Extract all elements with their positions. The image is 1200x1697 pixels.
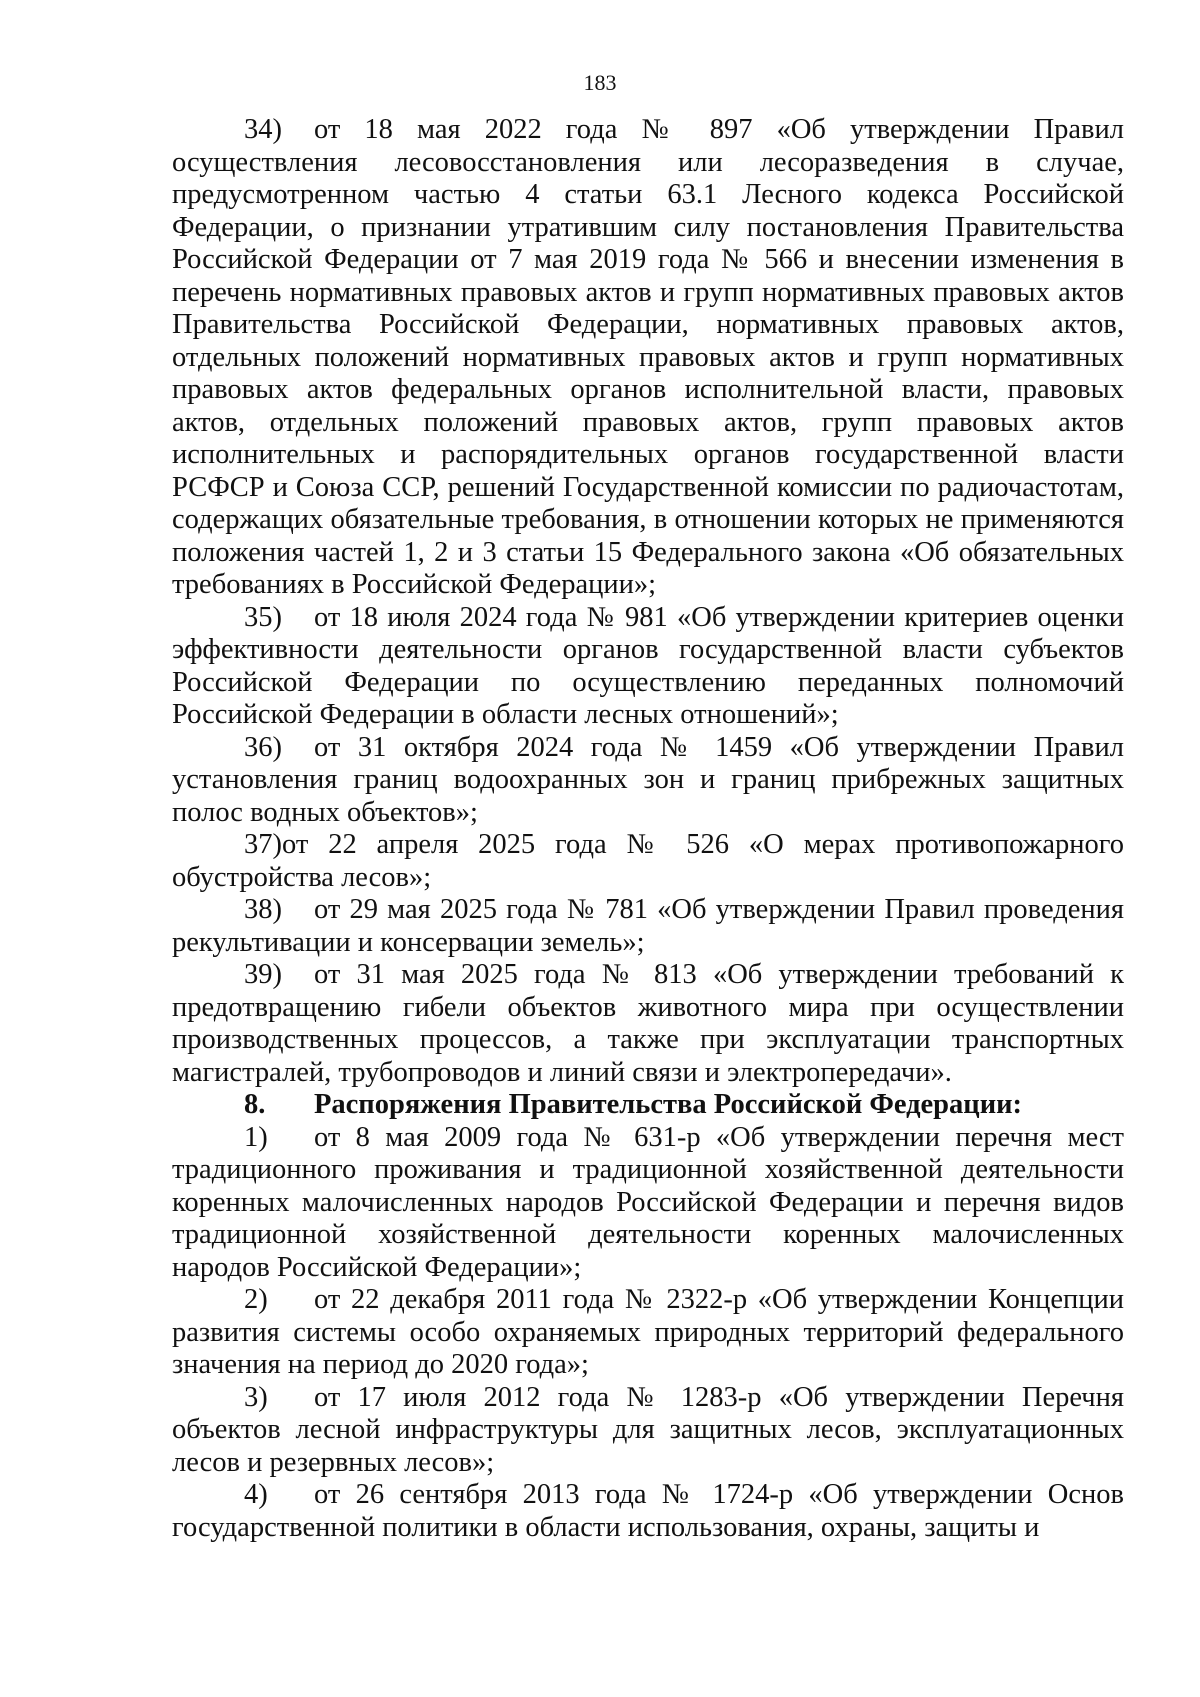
item-number: 3) xyxy=(244,1381,268,1413)
list-item xyxy=(172,959,1124,1089)
item-number: 34) xyxy=(244,114,282,145)
item-text: от 17 июля 2012 года № 1283-р «Об утверждении Перечня объектов лесной инфраструктуры для защитных лесов, эксплуатационных лесов и резервных лесов»; xyxy=(172,1381,1124,1478)
item-text: от 31 октября 2024 года № 1459 «Об утверждении Правил установления границ водоохранных зон и границ прибрежных защитных полос водных объектов»; xyxy=(172,731,1124,828)
document-body xyxy=(172,114,1124,1544)
item-text: от 22 декабря 2011 года № 2322-р «Об утверждении Концепции развития системы особо охраняемых природных территорий федерального значения на период до 2020 года»; xyxy=(172,1284,1124,1380)
item-text: от 31 мая 2025 года № 813 «Об утверждении требований к предотвращению гибели объектов животного мира при осуществлении производственных процессов, а также при эксплуатации транспортных магистралей, трубопроводов и линий связи и электропередачи». xyxy=(172,959,1124,1088)
section-number: 8. xyxy=(244,1089,266,1120)
list-item xyxy=(172,1284,1124,1382)
item-number: 39) xyxy=(244,959,282,990)
item-text: от 26 сентября 2013 года № 1724-р «Об утверждении Основ государственной политики в области использования, охраны, защиты и xyxy=(172,1479,1124,1543)
item-number: 35) xyxy=(244,601,282,633)
list-item xyxy=(172,1479,1124,1544)
item-text: от 29 мая 2025 года № 781 «Об утверждении Правил проведения рекультивации и консервации земель»; xyxy=(172,894,1124,958)
list-item xyxy=(172,1382,1124,1480)
item-number: 2) xyxy=(244,1284,268,1315)
item-text: от 8 мая 2009 года № 631-р «Об утверждении перечня мест традиционного проживания и традиционной хозяйственной деятельности коренных малочисленных народов Российской Федерации и перечня видов традиционной хозяйственной деятельности коренных малочисленных народов Российской Федерации»; xyxy=(172,1121,1124,1283)
item-text: от 18 мая 2022 года № 897 «Об утверждении Правил осуществления лесовосстановления или лесоразведения в случае, предусмотренном частью 4 статьи 63.1 Лесного кодекса Российской Федерации, о признании утратившим силу постановления Правительства Российской Федерации от 7 мая 2019 года № 566 и внесении изменения в перечень нормативных правовых актов и групп нормативных правовых актов Правительства Российской Федерации, нормативных правовых актов, отдельных положений нормативных правовых актов и групп нормативных правовых актов федеральных органов исполнительной власти, правовых актов, отдельных положений правовых актов, групп правовых актов исполнительных и распорядительных органов государственной власти РСФСР и Союза ССР, решений Государственной комиссии по радиочастотам, содержащих обязательные требования, в отношении которых не применяются положения частей 1, 2 и 3 статьи 15 Федерального закона «Об обязательных требованиях в Российской Федерации»; xyxy=(172,114,1124,600)
item-text: от 22 апреля 2025 года № 526 «О мерах противопожарного обустройства лесов»; xyxy=(172,829,1124,893)
list-item xyxy=(172,602,1124,732)
item-number: 37) xyxy=(244,829,282,860)
item-number: 36) xyxy=(244,731,282,763)
item-number: 4) xyxy=(244,1479,268,1510)
list-item xyxy=(172,894,1124,959)
item-number: 38) xyxy=(244,894,282,925)
list-item xyxy=(172,732,1124,830)
list-item xyxy=(172,114,1124,602)
item-number: 1) xyxy=(244,1121,268,1153)
page-number: 183 xyxy=(583,70,617,95)
list-item xyxy=(172,1122,1124,1285)
section-heading xyxy=(172,1089,1124,1122)
list-item xyxy=(172,829,1124,894)
item-text: от 18 июля 2024 года № 981 «Об утверждении критериев оценки эффективности деятельности органов государственной власти субъектов Российской Федерации по осуществлению переданных полномочий Российской Федерации в области лесных отношений»; xyxy=(172,601,1124,730)
section-title: Распоряжения Правительства Российской Федерации: xyxy=(314,1089,1023,1120)
